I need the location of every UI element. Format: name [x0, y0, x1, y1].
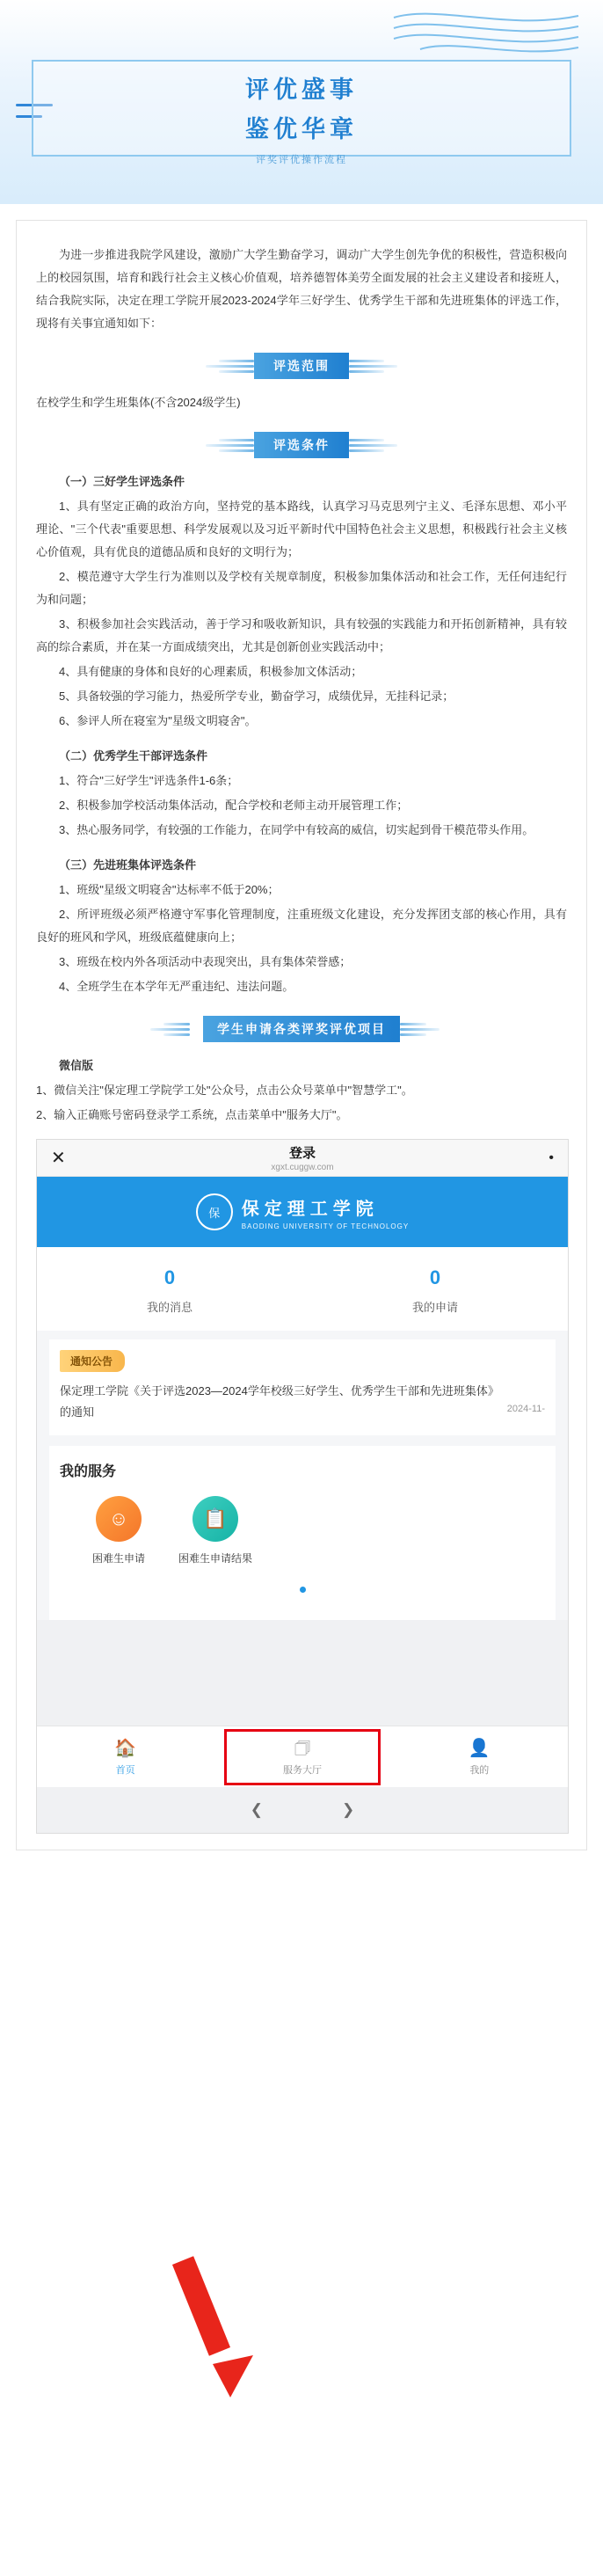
- section-deco-right-icon-3: [400, 1023, 461, 1035]
- hero-title-line1: 评优盛事: [245, 77, 358, 103]
- close-icon[interactable]: ✕: [51, 1148, 66, 1168]
- notice-text: 保定理工学院《关于评选2023—2024学年校级三好学生、优秀学生干部和先进班集体》的通知: [60, 1384, 499, 1419]
- scope-text: 在校学生和学生班集体(不含2024级学生): [36, 396, 241, 409]
- service-items: [60, 1496, 545, 1565]
- stats-row: [37, 1247, 568, 1331]
- phone-title-wrap: [72, 1143, 533, 1172]
- condition-item: 2、积极参加学校活动集体活动，配合学校和老师主动开展管理工作；: [59, 799, 409, 812]
- section-header-apply: [36, 1016, 567, 1042]
- stat-value: 0: [429, 1266, 441, 1288]
- page-url: xgxt.cuggw.com: [271, 1163, 334, 1172]
- section-header-scope: [36, 353, 567, 379]
- user-icon: 👤: [468, 1738, 490, 1758]
- wave-decoration-icon: [385, 9, 587, 62]
- condition-item: 5、具备较强的学习能力，热爱所学专业，勤奋学习，成绩优异，无挂科记录；: [59, 690, 454, 703]
- chevron-right-icon[interactable]: ❯: [342, 1801, 355, 1818]
- browser-nav-bottom: [37, 1787, 568, 1833]
- condition-item: 6、参评人所在寝室为"星级文明寝舍"。: [59, 714, 257, 727]
- article-intro: 为进一步推进我院学风建设，激励广大学生勤奋学习，调动广大学生创先争优的积极性，营造积极向上的校园氛围，培育和践行社会主义核心价值观，培养德智体美劳全面发展的社会主义建设者和接班人，结合我院实际，决定在理工学院开展2023-2024学年三好学生、优秀学生干部和先进班集体的评选工作，现将有关事宜通知如下：: [36, 248, 567, 330]
- stat-value: 0: [163, 1266, 176, 1288]
- stat-label: 我的申请: [411, 1301, 458, 1314]
- section-title-apply: 学生申请各类评奖评优项目: [203, 1016, 400, 1042]
- service-item-hardship-apply[interactable]: [70, 1496, 167, 1565]
- university-names: [242, 1194, 409, 1230]
- tab-mine[interactable]: [391, 1738, 568, 1777]
- section-title-scope: 评选范围: [254, 353, 349, 379]
- hero-card: [32, 60, 571, 165]
- subsection-title-1: （一）三好学生评选条件: [59, 475, 185, 488]
- stat-my-applications[interactable]: [302, 1266, 568, 1315]
- article-card: [16, 220, 587, 1850]
- condition-item: 3、热心服务同学，有较强的工作能力，在同学中有较高的威信，切实起到骨干模范带头作用。: [59, 823, 534, 836]
- page-title: 登录: [288, 1146, 316, 1161]
- carousel-indicator[interactable]: [60, 1581, 545, 1597]
- tabbar: [37, 1726, 568, 1787]
- wechat-step: 1、微信关注"保定理工学院学工处"公众号，点击公众号菜单中"智慧学工"。: [36, 1084, 413, 1097]
- document-check-icon: 📋: [193, 1496, 238, 1542]
- section-deco-left-icon-2: [193, 439, 254, 451]
- section-header-conditions: [36, 432, 567, 458]
- wechat-step: 2、输入正确账号密码登录学工系统，点击菜单中"服务大厅"。: [36, 1108, 348, 1121]
- university-name-cn: 保定理工学院: [241, 1199, 379, 1219]
- service-label: 困难生申请: [91, 1552, 145, 1565]
- wechat-version-title: 微信版: [59, 1059, 94, 1072]
- university-banner: [37, 1177, 568, 1247]
- person-help-icon: ☺: [96, 1496, 142, 1542]
- condition-item: 1、具有坚定正确的政治方向，坚持党的基本路线，认真学习马克思列宁主义、毛泽东思想、邓小平理论、"三个代表"重要思想、科学发展观以及习近平新时代中国特色社会主义思想，积极践行社会主义核心价值观，具有优良的道德品质和良好的文明行为；: [36, 500, 567, 558]
- service-hall-icon: 🗇: [294, 1738, 311, 1758]
- content-gap: [37, 1620, 568, 1726]
- section-deco-right-icon-2: [349, 439, 410, 451]
- chevron-left-icon[interactable]: ❮: [250, 1801, 263, 1818]
- hero-title-line2: 鉴优华章: [245, 116, 358, 142]
- university-seal-icon: 保: [196, 1193, 233, 1230]
- condition-item: 4、具有健康的身体和良好的心理素质，积极参加文体活动；: [59, 665, 363, 678]
- tab-home[interactable]: [37, 1738, 214, 1777]
- section-deco-left-icon-3: [142, 1023, 203, 1035]
- tab-label: 我的: [469, 1764, 490, 1776]
- section-deco-right-icon: [349, 360, 410, 372]
- notice-body: [49, 1381, 556, 1423]
- home-icon: 🏠: [114, 1738, 137, 1758]
- tab-service-hall[interactable]: [214, 1738, 390, 1777]
- condition-item: 1、符合"三好学生"评选条件1-6条；: [59, 774, 239, 787]
- phone-screenshot: [36, 1139, 569, 1834]
- phone-topbar: [37, 1140, 568, 1177]
- tab-label: 服务大厅: [282, 1764, 322, 1776]
- service-item-hardship-result[interactable]: [167, 1496, 264, 1565]
- section-title-conditions: 评选条件: [254, 432, 349, 458]
- tab-label: 首页: [115, 1764, 135, 1776]
- condition-item: 3、积极参加社会实践活动，善于学习和吸收新知识，具有较强的实践能力和开拓创新精神，具有较高的综合素质，并在某一方面成绩突出，尤其是创新创业实践活动中；: [36, 617, 567, 653]
- condition-item: 2、所评班级必须严格遵守军事化管理制度，注重班级文化建设，充分发挥团支部的核心作用，具有良好的班风和学风，班级底蕴健康向上；: [36, 908, 567, 944]
- subsection-title-2: （二）优秀学生干部评选条件: [59, 749, 208, 763]
- services-section: [49, 1446, 556, 1620]
- condition-item: 2、模范遵守大学生行为准则以及学校有关规章制度，积极参加集体活动和社会工作，无任何违纪行为和问题；: [36, 570, 567, 606]
- notice-date: 2024-11-: [506, 1404, 545, 1414]
- hero-subtitle: 评奖评优操作流程: [256, 155, 347, 165]
- stat-label: 我的消息: [146, 1301, 193, 1314]
- university-name-en: BAODING UNIVERSITY OF TECHNOLOGY: [241, 1222, 410, 1230]
- service-label: 困难生申请结果: [178, 1552, 252, 1565]
- more-dots-icon[interactable]: •: [549, 1149, 554, 1165]
- section-deco-left-icon: [193, 360, 254, 372]
- red-arrow-annotation: [158, 2251, 281, 2405]
- notice-tag: 通知公告: [60, 1350, 125, 1372]
- condition-item: 1、班级"星级文明寝舍"达标率不低于20%；: [59, 883, 280, 896]
- services-title: 我的服务: [60, 1464, 117, 1479]
- condition-item: 3、班级在校内外各项活动中表现突出，具有集体荣誉感；: [59, 955, 352, 968]
- subsection-title-3: （三）先进班集体评选条件: [59, 858, 197, 872]
- hero-banner: [0, 0, 603, 204]
- stat-my-messages[interactable]: [37, 1266, 302, 1315]
- condition-item: 4、全班学生在本学年无严重违纪、违法问题。: [59, 980, 294, 993]
- notice-card[interactable]: [49, 1339, 556, 1435]
